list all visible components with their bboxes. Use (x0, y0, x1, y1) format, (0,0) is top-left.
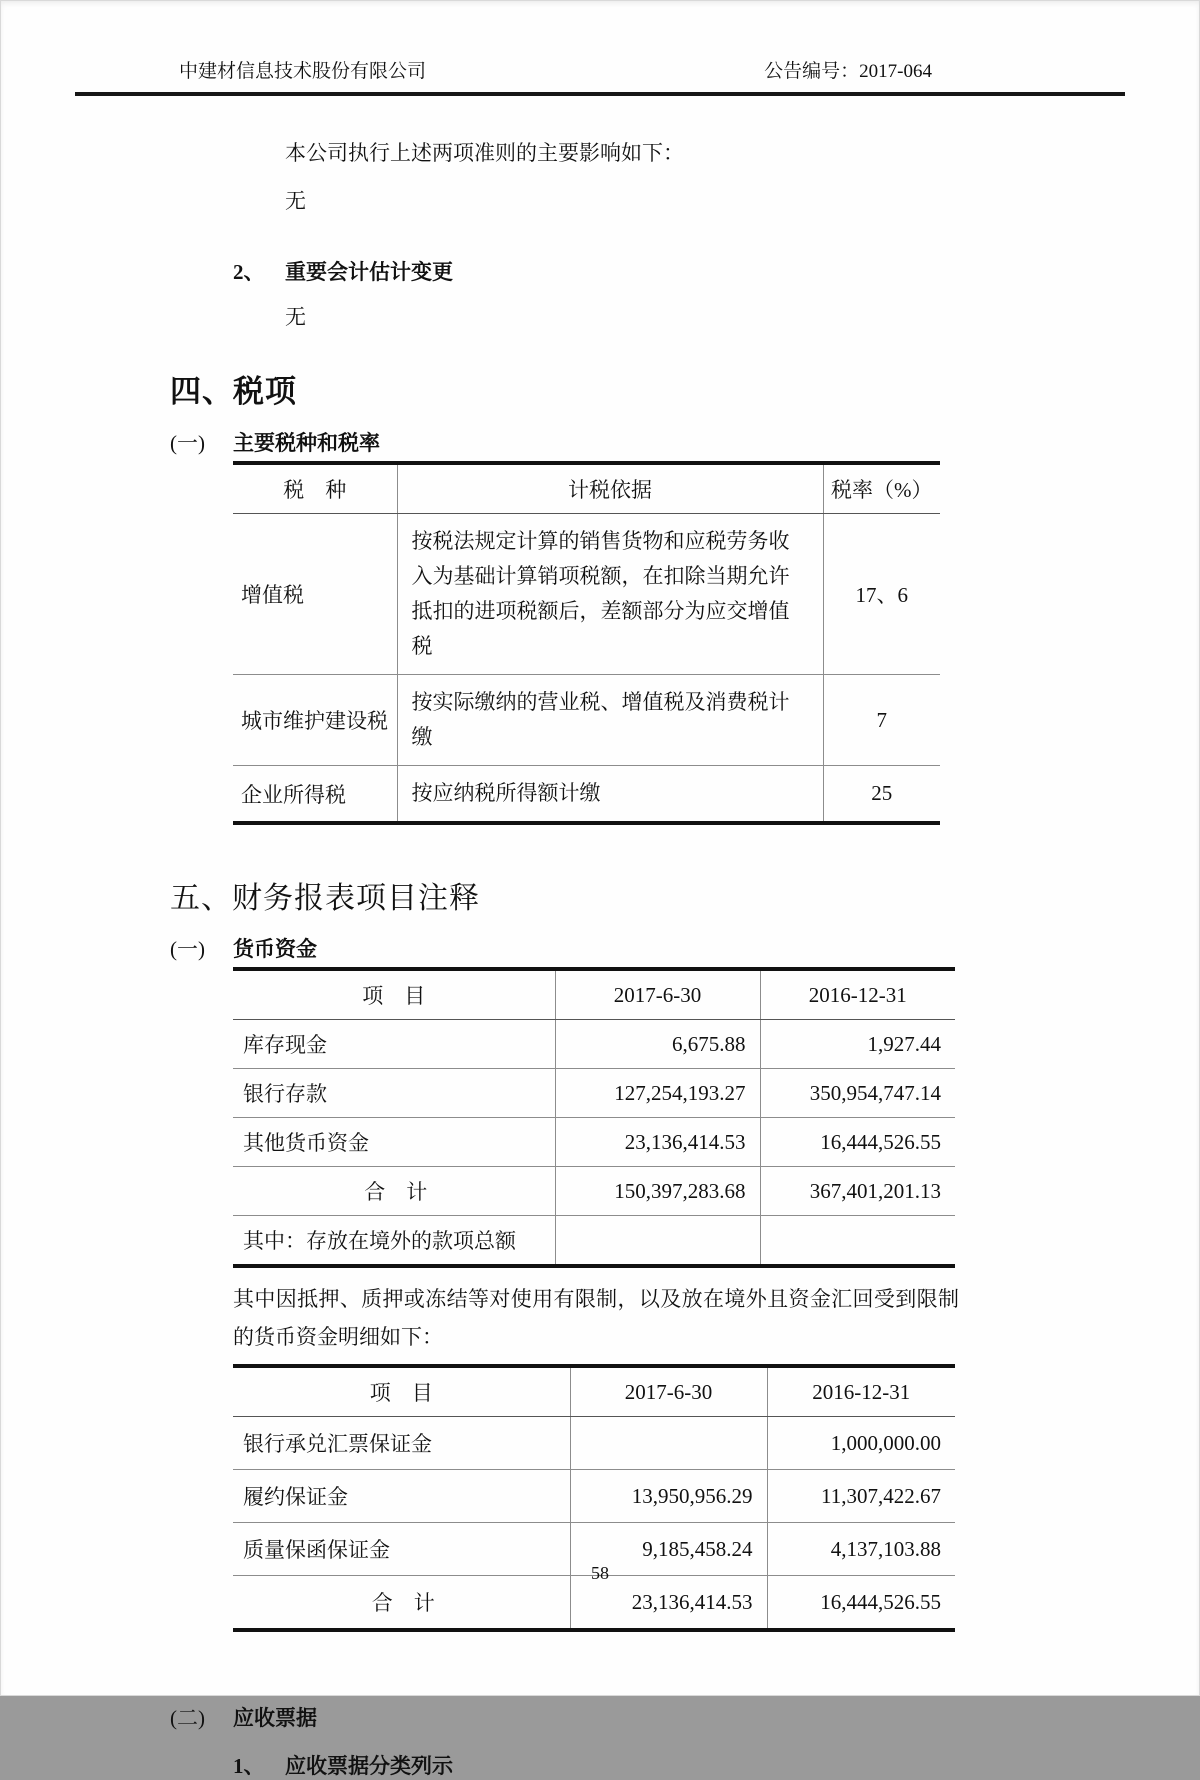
intro-answer: 无 (285, 189, 306, 213)
heading-item-2 (233, 256, 1125, 286)
value-2016-cell: 367,401,201.13 (760, 1167, 955, 1216)
intro-paragraph: 本公司执行上述两项准则的主要影响如下： (285, 141, 684, 165)
section-5-sub-1-number: (一) (170, 937, 205, 961)
value-2017-cell: 23,136,414.53 (570, 1576, 767, 1631)
restricted-funds-table (233, 1364, 955, 1632)
total-label-cell: 合 计 (371, 1591, 435, 1615)
value-2017-cell: 9,185,458.24 (570, 1523, 767, 1576)
table-row (233, 514, 940, 675)
section-5-sub-2-number: (二) (170, 1706, 205, 1730)
value-2016-cell: 1,000,000.00 (767, 1417, 955, 1470)
restricted-table-header-row (233, 1366, 955, 1417)
item-cell: 其他货币资金 (233, 1118, 555, 1167)
tax-table-header-type: 税 种 (233, 463, 397, 514)
tax-table (233, 461, 940, 825)
item-cell: 履约保证金 (233, 1470, 570, 1523)
tax-basis-cell: 按税法规定计算的销售货物和应税劳务收入为基础计算销项税额，在扣除当期允许抵扣的进项税额后，差额部分为应交增值税 (397, 514, 823, 675)
value-2017-cell (555, 1216, 760, 1267)
cash-table-header-2016: 2016-12-31 (760, 969, 955, 1020)
table-row (233, 1216, 955, 1267)
table-row (233, 1417, 955, 1470)
value-2017-cell (570, 1417, 767, 1470)
tax-rate-cell: 17、6 (823, 514, 940, 675)
section-4-sub-1-number: (一) (170, 431, 205, 455)
value-2017-cell: 23,136,414.53 (555, 1118, 760, 1167)
item-cell: 其中：存放在境外的款项总额 (243, 1229, 516, 1253)
header-rule (75, 92, 1125, 96)
page-header (75, 56, 1125, 83)
company-name: 中建材信息技术股份有限公司 (179, 61, 427, 82)
section-4-number: 四、 (170, 374, 234, 409)
tax-table-header-row (233, 463, 940, 514)
section-5-sub-1-title: 货币资金 (233, 937, 317, 961)
cash-table (233, 967, 955, 1268)
item-cell: 库存现金 (233, 1020, 555, 1069)
value-2016-cell: 1,927.44 (760, 1020, 955, 1069)
total-label-cell: 合 计 (233, 1167, 555, 1216)
section-4-heading (170, 366, 1125, 411)
value-2017-cell: 6,675.88 (555, 1020, 760, 1069)
tax-table-header-basis: 计税依据 (397, 463, 823, 514)
section-5-sub-2-heading (170, 1702, 1125, 1732)
tax-basis-cell: 按实际缴纳的营业税、增值税及消费税计缴 (397, 675, 823, 766)
section-4-sub-1-title: 主要税种和税率 (233, 431, 380, 455)
table-row (233, 1118, 955, 1167)
section-5-sub-2-title: 应收票据 (233, 1706, 317, 1730)
item-cell: 银行存款 (233, 1069, 555, 1118)
section-4-sub-1-heading (170, 427, 1125, 457)
value-2016-cell: 350,954,747.14 (760, 1069, 955, 1118)
section-5-sub-2-item-1-title: 应收票据分类列示 (285, 1754, 453, 1778)
restricted-funds-note: 其中因抵押、质押或冻结等对使用有限制，以及放在境外且资金汇回受到限制的货币资金明细如下： (233, 1287, 959, 1349)
item-cell: 质量保函保证金 (233, 1523, 570, 1576)
value-2017-cell: 150,397,283.68 (555, 1167, 760, 1216)
tax-table-header-rate: 税率（%） (823, 463, 940, 514)
value-2016-cell: 16,444,526.55 (760, 1118, 955, 1167)
item-cell: 银行承兑汇票保证金 (233, 1417, 570, 1470)
section-5-sub-1-heading (170, 933, 1125, 963)
table-row (233, 1069, 955, 1118)
heading-item-2-number: 2、 (233, 260, 265, 284)
table-row (233, 1470, 955, 1523)
item-2-answer: 无 (285, 305, 306, 329)
section-5-sub-2-item-1-heading (233, 1750, 1125, 1780)
table-row-total (233, 1167, 955, 1216)
value-2016-cell (760, 1216, 955, 1267)
table-row (233, 1020, 955, 1069)
cash-table-header-row (233, 969, 955, 1020)
tax-name-cell: 增值税 (233, 514, 397, 675)
page-number: 58 (591, 1563, 609, 1583)
value-2016-cell: 4,137,103.88 (767, 1523, 955, 1576)
value-2017-cell: 13,950,956.29 (570, 1470, 767, 1523)
value-2016-cell: 11,307,422.67 (767, 1470, 955, 1523)
section-4-title: 税项 (233, 374, 297, 409)
tax-basis-cell: 按应纳税所得额计缴 (397, 766, 823, 824)
value-2017-cell: 127,254,193.27 (555, 1069, 760, 1118)
cash-table-header-2017: 2017-6-30 (555, 969, 760, 1020)
restricted-table-header-2017: 2017-6-30 (570, 1366, 767, 1417)
restricted-table-header-2016: 2016-12-31 (767, 1366, 955, 1417)
announcement-number: 公告编号：2017-064 (764, 61, 932, 82)
tax-rate-cell: 25 (823, 766, 940, 824)
restricted-table-header-item: 项 目 (233, 1366, 570, 1417)
section-5-heading: 五、财务报表项目注释 (170, 882, 480, 915)
tax-name-cell: 企业所得税 (241, 782, 346, 807)
table-row (233, 675, 940, 766)
heading-item-2-title: 重要会计估计变更 (285, 260, 453, 284)
value-2016-cell: 16,444,526.55 (767, 1576, 955, 1631)
table-row (233, 766, 940, 824)
page-footer (0, 1563, 1200, 1584)
section-5-sub-2-item-1-number: 1、 (233, 1754, 265, 1778)
cash-table-header-item: 项 目 (233, 969, 555, 1020)
tax-rate-cell: 7 (823, 675, 940, 766)
tax-name-cell: 城市维护建设税 (233, 675, 397, 766)
